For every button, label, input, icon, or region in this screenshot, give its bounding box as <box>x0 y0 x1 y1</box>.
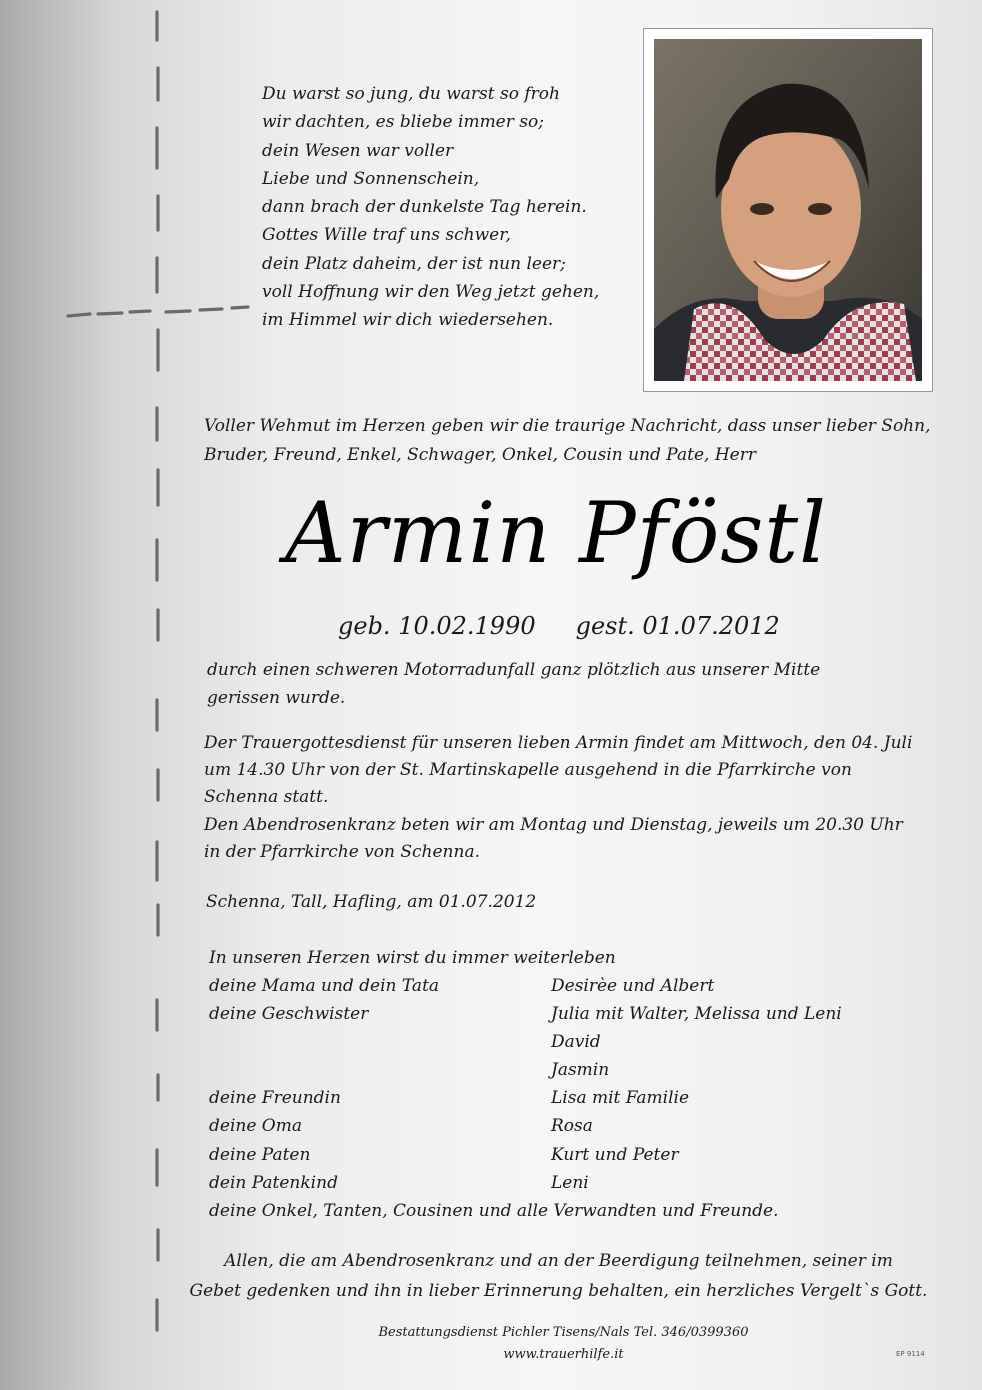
poem-line: wir dachten, es bliebe immer so; <box>262 112 544 133</box>
relation-label: deine Paten <box>209 1144 311 1165</box>
relative-names: Leni <box>551 1172 589 1193</box>
thanks-line: Gebet gedenken und ihn in lieber Erinnerung behalten, ein herzliches Vergelt`s Gott. <box>189 1281 928 1301</box>
intro-line: Bruder, Freund, Enkel, Schwager, Onkel, Cousin und Pate, Herr <box>204 444 756 465</box>
poem-line: im Himmel wir dich wiedersehen. <box>262 310 554 331</box>
undertaker-contact: Bestattungsdienst Pichler Tisens/Nals Tel. 346/0399360 <box>378 1325 749 1340</box>
undertaker-footer <box>0 1322 982 1366</box>
relative-names: Desirèe und Albert <box>551 976 715 996</box>
relative-names: Julia mit Walter, Melissa und Leni <box>551 1004 842 1025</box>
document-code: EP 9114 <box>896 1350 925 1358</box>
portrait-photo <box>654 39 922 381</box>
intro-line: Voller Wehmut im Herzen geben wir die traurige Nachricht, dass unser lieber Sohn, <box>204 416 931 436</box>
service-line: Den Abendrosenkranz beten wir am Montag und Dienstag, jeweils um 20.30 Uhr <box>204 814 903 835</box>
poem-line: Liebe und Sonnenschein, <box>262 168 480 189</box>
service-details <box>204 730 964 866</box>
death-date: gest. 01.07.2012 <box>575 612 780 640</box>
relation-label: deine Oma <box>209 1116 302 1137</box>
relative-names: David <box>551 1032 601 1053</box>
family-intro: In unseren Herzen wirst du immer weiterleben <box>209 948 616 968</box>
thanks-note <box>0 1246 982 1306</box>
relation-label: dein Patenkind <box>209 1172 338 1193</box>
portrait-frame <box>643 28 933 392</box>
announcement-intro <box>204 412 930 469</box>
poem-line: dein Wesen war voller <box>262 140 454 161</box>
relation-label: deine Geschwister <box>209 1004 369 1025</box>
cause-line: gerissen wurde. <box>207 688 346 708</box>
birth-date: geb. 10.02.1990 <box>338 612 536 640</box>
thanks-line: Allen, die am Abendrosenkranz und an der Beerdigung teilnehmen, seiner im <box>224 1251 893 1271</box>
life-dates <box>338 610 780 642</box>
place-date: Schenna, Tall, Hafling, am 01.07.2012 <box>206 892 537 912</box>
relative-names: Rosa <box>551 1116 593 1137</box>
cause-line: durch einen schweren Motorradunfall ganz plötzlich aus unserer Mitte <box>207 660 821 680</box>
relative-names: Kurt und Peter <box>551 1144 679 1165</box>
cause-of-death <box>207 656 820 712</box>
service-line: Schenna statt. <box>204 787 329 808</box>
service-line: Der Trauergottesdienst für unseren lieben Armin findet am Mittwoch, den 04. Juli <box>204 733 913 753</box>
relation-label: deine Onkel, Tanten, Cousinen und alle Verwandten und Freunde. <box>209 1200 779 1221</box>
poem-line: dann brach der dunkelste Tag herein. <box>262 197 587 218</box>
deceased-name: Armin Pföstl <box>284 484 828 582</box>
website-link[interactable]: www.trauerhilfe.it <box>503 1347 624 1362</box>
relation-label: deine Mama und dein Tata <box>209 976 440 996</box>
service-line: um 14.30 Uhr von der St. Martinskapelle ausgehend in die Pfarrkirche von <box>204 760 852 781</box>
memorial-poem <box>262 80 599 335</box>
relation-label: deine Freundin <box>209 1088 341 1109</box>
relative-names: Lisa mit Familie <box>551 1088 690 1109</box>
poem-line: Gottes Wille traf uns schwer, <box>262 225 511 246</box>
relative-names: Jasmin <box>551 1060 610 1081</box>
service-line: in der Pfarrkirche von Schenna. <box>204 841 480 862</box>
poem-line: voll Hoffnung wir den Weg jetzt gehen, <box>262 282 600 303</box>
poem-line: dein Platz daheim, der ist nun leer; <box>262 253 566 274</box>
poem-line: Du warst so jung, du warst so froh <box>262 84 560 104</box>
